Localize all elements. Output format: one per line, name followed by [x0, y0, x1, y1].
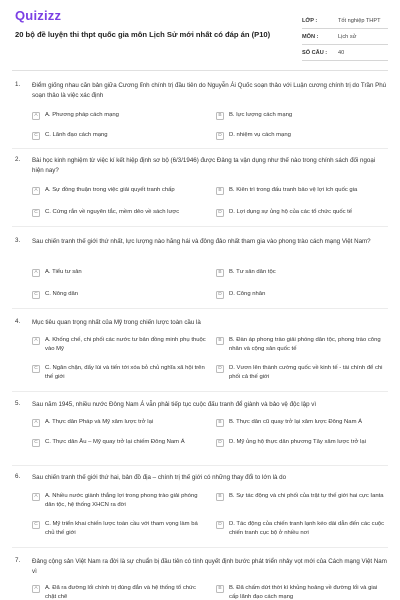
option-text: C. Ngăn chặn, đẩy lùi và tiến tới xóa bỏ chủ nghĩa xã hội trên thế giới [45, 365, 205, 380]
question-number: 3. [15, 237, 21, 244]
option-text: C. Nông dân [45, 291, 79, 297]
option-d[interactable] [216, 520, 388, 537]
option-b[interactable] [216, 336, 388, 353]
meta-row-question-count [302, 45, 388, 61]
option-d[interactable] [216, 208, 388, 217]
option-text: B. Tư sản dân tộc [229, 269, 276, 275]
meta-table [302, 13, 388, 61]
option-text: A. Khống chế, chi phối các nước tư bản đồng minh phụ thuộc vào Mỹ [45, 337, 206, 352]
option-text: D. Công nhân [229, 291, 266, 297]
meta-key: MÔN : [302, 33, 319, 40]
option-letter-badge: A [32, 493, 40, 501]
option-text: C. Mỹ triển khai chiến lược toàn cầu với tham vọng làm bá chủ thế giới [45, 521, 198, 536]
meta-value: Lịch sử [338, 33, 357, 40]
option-text: A. Phương pháp cách mạng [45, 112, 119, 118]
question-number: 7. [15, 557, 21, 564]
option-b[interactable] [216, 111, 386, 120]
header-divider [12, 70, 388, 71]
question-text: Bài học kinh nghiệm từ việc kí kết hiệp định sơ bộ (6/3/1946) được Đảng ta vận dụng như thế nào trong chính sách đối ngoại hiện nay? [32, 157, 376, 174]
option-letter-badge: C [32, 132, 40, 140]
option-text: D. Vươn lên thành cường quốc về kinh tế - tài chính để chi phối cả thế giới [229, 365, 383, 380]
question-number: 2. [15, 156, 21, 163]
question-text: Điểm giống nhau căn bản giữa Cương lĩnh chính trị đầu tiên do Nguyễn Ái Quốc soạn thảo với Luận cương chính trị do Trần Phú soạn thảo là việc xác định [32, 82, 387, 99]
option-letter-badge: B [216, 585, 224, 593]
option-letter-badge: B [216, 419, 224, 427]
option-text: A. Sự đồng thuận trong việc giải quyết tranh chấp [45, 187, 175, 193]
meta-key: SỐ CÂU : [302, 49, 328, 56]
option-a[interactable] [32, 492, 208, 509]
option-text: A. Đã ra đường lối chính trị đúng đắn và hệ thống tổ chức chặt chẽ [45, 585, 196, 600]
option-text: B. Thực dân cũ quay trở lại xâm lược Đông Nam Á [229, 419, 363, 425]
meta-row-subject [302, 29, 388, 45]
question-number: 4. [15, 318, 21, 325]
option-text: C. Lãnh đạo cách mạng [45, 132, 108, 138]
option-letter-badge: D [216, 132, 224, 140]
option-text: B. Kiên trì trong đấu tranh bảo vệ lợi ích quốc gia [229, 187, 358, 193]
option-text: B. lực lượng cách mạng [229, 112, 293, 118]
option-letter-badge: B [216, 337, 224, 345]
question-separator [12, 391, 388, 392]
option-a[interactable] [32, 186, 208, 195]
option-letter-badge: D [216, 209, 224, 217]
option-letter-badge: A [32, 269, 40, 277]
document-header [0, 0, 400, 66]
option-c[interactable] [32, 364, 208, 381]
quizizz-logo[interactable]: Quizizz [15, 8, 62, 23]
option-a[interactable] [32, 336, 208, 353]
option-text: B. Đàn áp phong trào giải phóng dân tộc, phong trào công nhân và cộng sản quốc tế [229, 337, 381, 352]
document-title: 20 bộ đề luyện thi thpt quốc gia môn Lịch Sử mới nhất có đáp án (P10) [15, 30, 271, 39]
question-text: Đảng cộng sản Việt Nam ra đời là sự chuẩn bị đầu tiên có tính quyết định bước phát triển nhảy vọt mới của Cách mạng Việt Nam vì [32, 558, 387, 575]
option-b[interactable] [216, 492, 388, 501]
option-letter-badge: C [32, 521, 40, 529]
option-c[interactable] [32, 520, 208, 537]
option-letter-badge: A [32, 585, 40, 593]
option-b[interactable] [216, 584, 388, 600]
question-text: Mục tiêu quan trọng nhất của Mỹ trong chiến lược toàn cầu là [32, 319, 201, 326]
option-c[interactable] [32, 290, 202, 299]
option-b[interactable] [216, 268, 386, 277]
option-letter-badge: A [32, 419, 40, 427]
option-d[interactable] [216, 131, 386, 140]
question-number: 5. [15, 400, 21, 407]
option-text: A. Nhiều nước giành thắng lợi trong phong trào giải phóng dân tộc, hệ thống XHCN ra đời [45, 493, 198, 508]
option-letter-badge: C [32, 291, 40, 299]
question-separator [12, 547, 388, 548]
option-a[interactable] [32, 584, 208, 600]
meta-key: LỚP : [302, 17, 318, 24]
option-text: A. Tiểu tư sản [45, 269, 82, 275]
option-text: D. Lợi dụng sự ủng hộ của các tổ chức quốc tế [229, 209, 353, 215]
option-text: D. Mỹ ủng hộ thực dân phương Tây xâm lược trở lại [229, 439, 366, 445]
option-c[interactable] [32, 208, 208, 217]
question-text: Sau chiến tranh thế giới thứ nhất, lực lượng nào hăng hái và đông đảo nhất tham gia vào phong trào cách mạng Việt Nam? [32, 238, 371, 245]
option-letter-badge: A [32, 337, 40, 345]
option-text: D. nhiệm vụ cách mạng [229, 132, 291, 138]
question-text: Sau năm 1945, nhiều nước Đông Nam Á vẫn phải tiếp tục cuộc đấu tranh để giành và bảo vệ độc lập vì [32, 401, 317, 408]
option-text: C. Cứng rắn về nguyên tắc, mềm dẻo về sách lược [45, 209, 180, 215]
option-letter-badge: D [216, 291, 224, 299]
option-text: B. Sự tác động và chi phối của trật tự thế giới hai cực Ianta [229, 493, 384, 499]
option-letter-badge: B [216, 187, 224, 195]
option-letter-badge: D [216, 521, 224, 529]
question-number: 6. [15, 473, 21, 480]
option-c[interactable] [32, 131, 202, 140]
option-letter-badge: D [216, 365, 224, 373]
option-b[interactable] [216, 418, 388, 427]
option-text: C. Thực dân Âu – Mỹ quay trở lại chiếm Đông Nam Á [45, 439, 185, 445]
option-letter-badge: C [32, 365, 40, 373]
option-c[interactable] [32, 438, 208, 447]
option-text: A. Thực dân Pháp và Mỹ xâm lược trở lại [45, 419, 154, 425]
meta-value: 40 [338, 49, 345, 56]
question-separator [12, 465, 388, 466]
option-text: B. Đã chấm dứt thời kì khủng hoảng về đường lối và giai cấp lãnh đạo cách mạng [229, 585, 378, 600]
question-separator [12, 308, 388, 309]
question-separator [12, 148, 388, 149]
option-b[interactable] [216, 186, 388, 195]
option-letter-badge: B [216, 269, 224, 277]
option-letter-badge: C [32, 439, 40, 447]
option-letter-badge: A [32, 187, 40, 195]
meta-value: Tốt nghiệp THPT [338, 17, 381, 24]
option-a[interactable] [32, 418, 208, 427]
option-text: D. Tác động của chiến tranh lạnh kéo dài dẫn đến các cuộc chiến tranh cục bộ ở nhiều nơi [229, 521, 385, 536]
question-text: Sau chiến tranh thế giới thứ hai, bản đồ địa – chính trị thế giới có những thay đổi to lớn là do [32, 474, 287, 481]
option-d[interactable] [216, 438, 388, 447]
option-a[interactable] [32, 111, 202, 120]
option-letter-badge: B [216, 112, 224, 120]
option-letter-badge: A [32, 112, 40, 120]
option-letter-badge: D [216, 439, 224, 447]
option-letter-badge: C [32, 209, 40, 217]
option-d[interactable] [216, 290, 386, 299]
option-a[interactable] [32, 268, 202, 277]
option-d[interactable] [216, 364, 388, 381]
meta-row-class [302, 13, 388, 29]
option-letter-badge: B [216, 493, 224, 501]
question-separator [12, 226, 388, 227]
question-number: 1. [15, 81, 21, 88]
